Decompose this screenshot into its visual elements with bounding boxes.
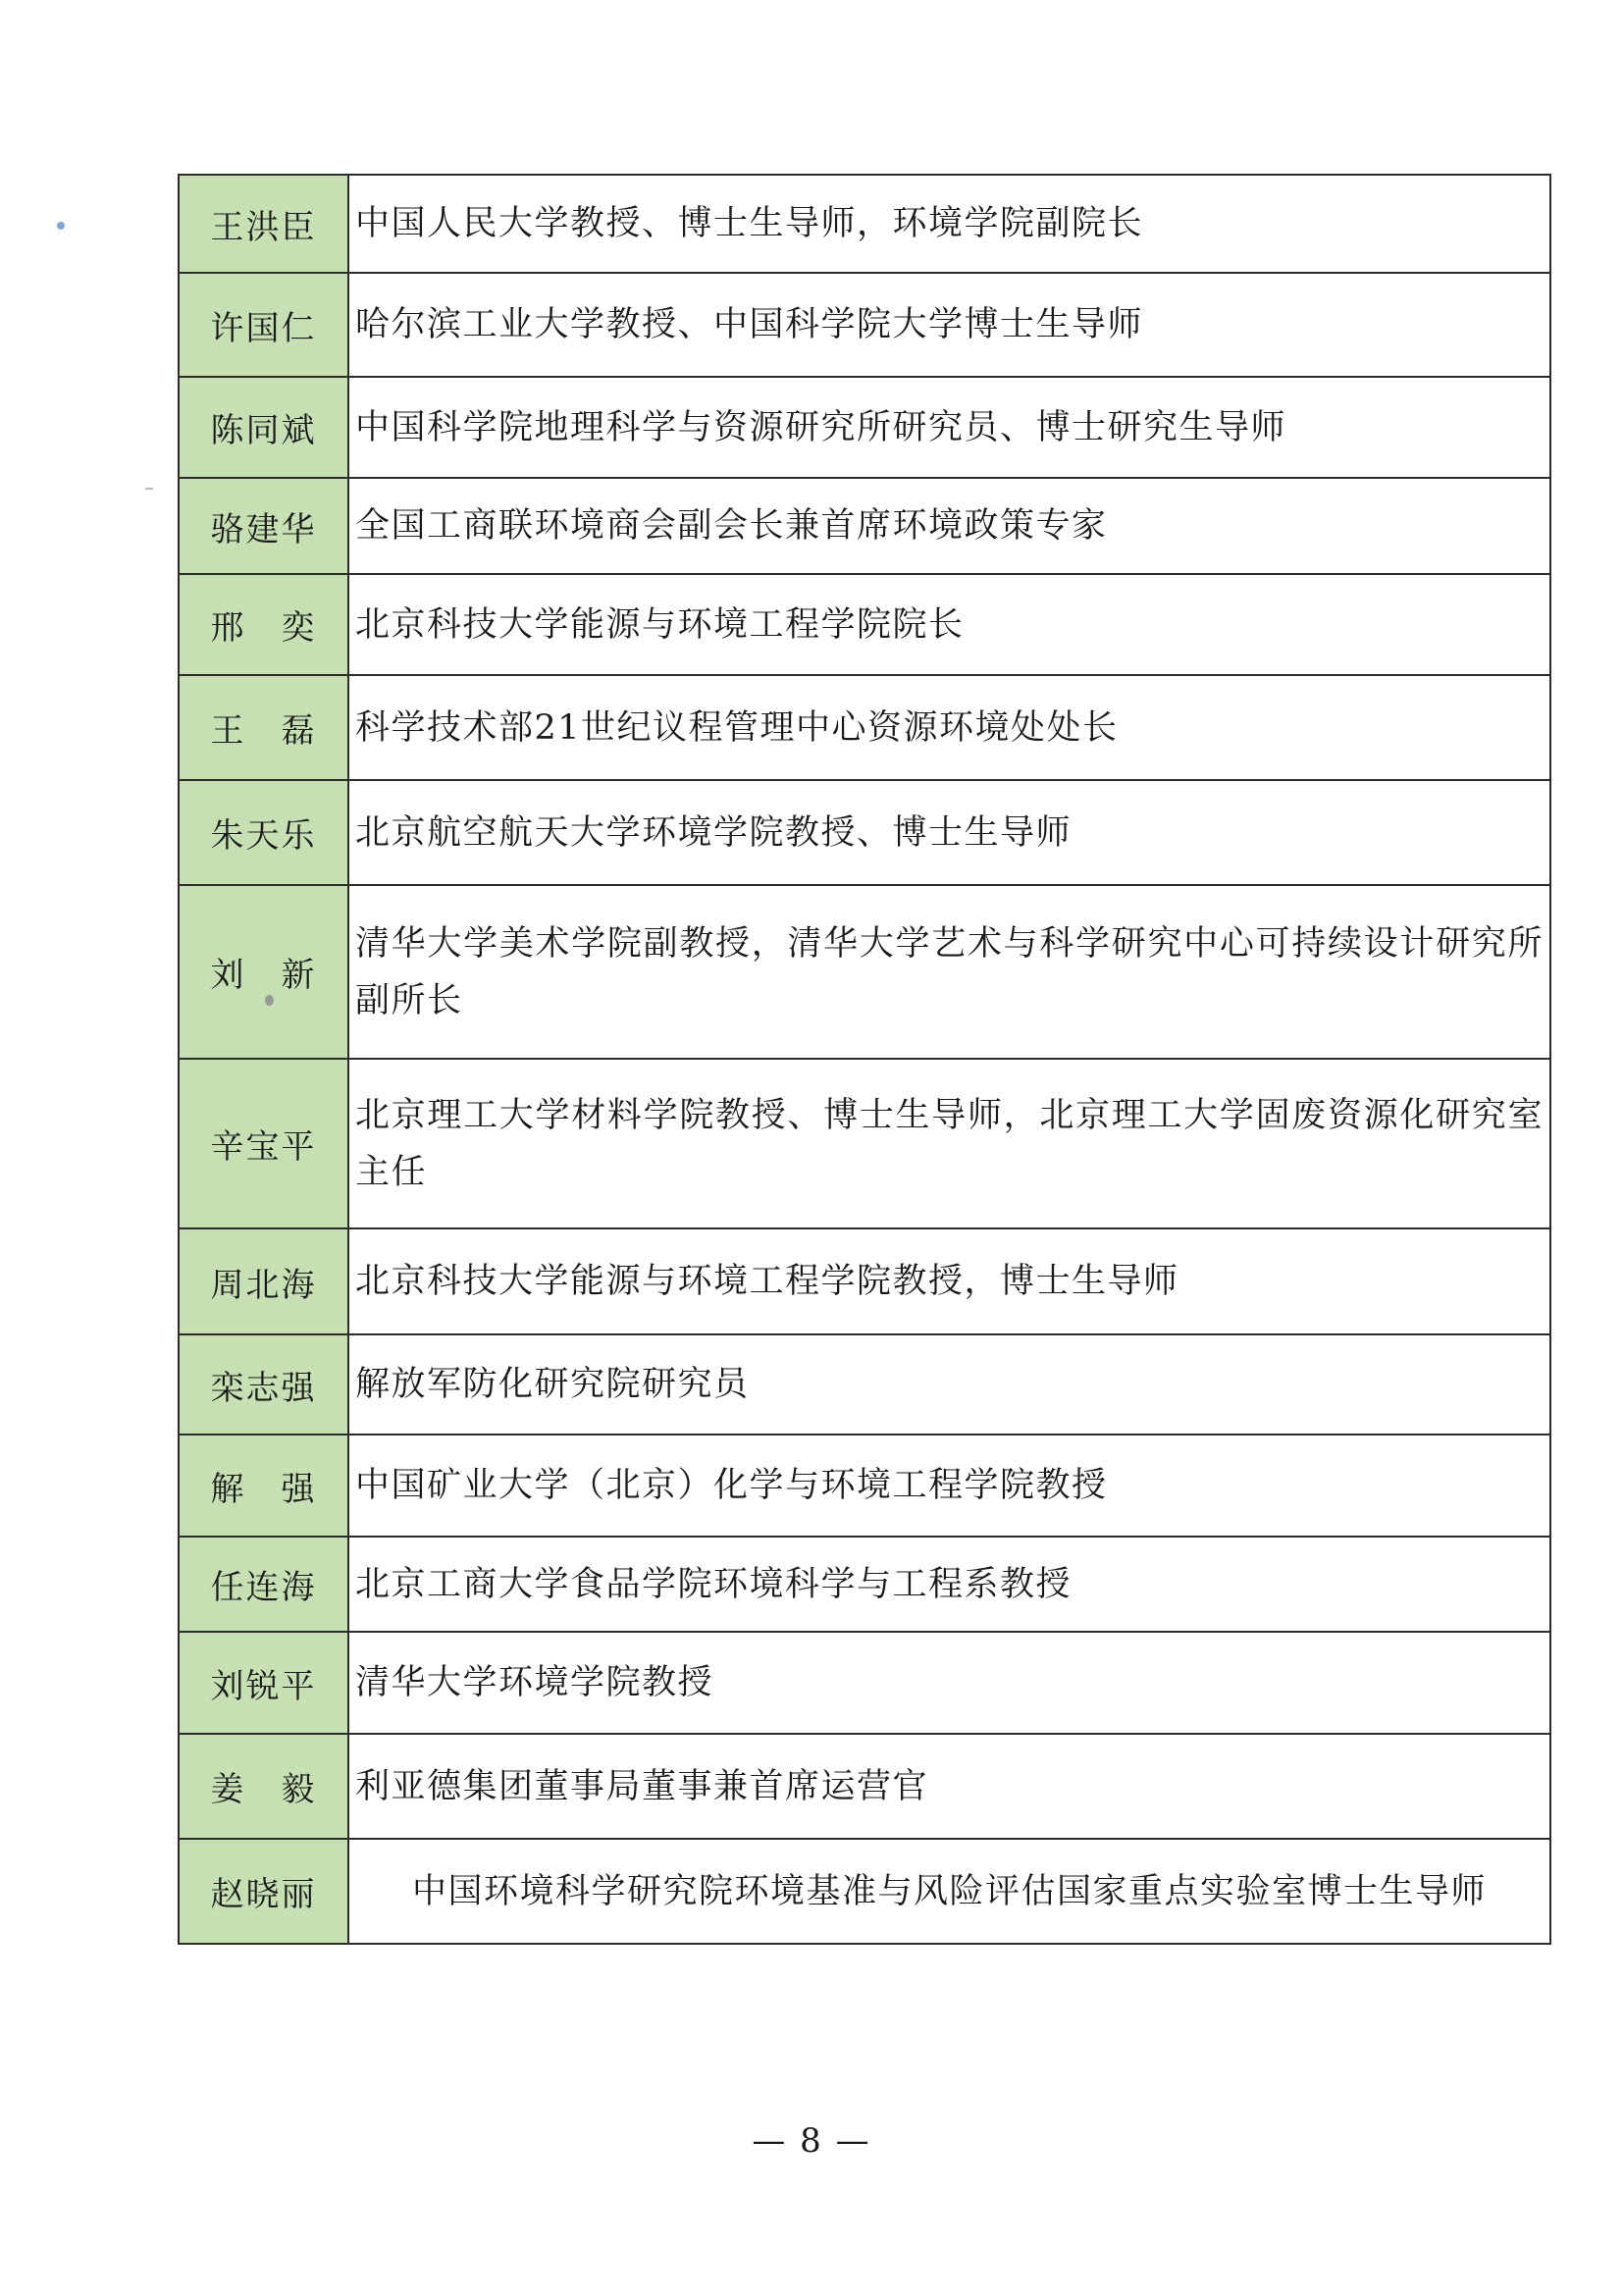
table-row — [179, 780, 1550, 885]
table-row — [179, 1435, 1550, 1537]
member-description: 利亚德集团董事局董事兼首席运营官 — [348, 1734, 1550, 1839]
member-name: 骆建华 — [179, 478, 348, 574]
member-name: 王洪臣 — [179, 175, 348, 273]
member-name: 姜 毅 — [179, 1734, 348, 1839]
member-name: 辛宝平 — [179, 1059, 348, 1228]
member-name: 陈同斌 — [179, 377, 348, 478]
table-row — [179, 1537, 1550, 1632]
member-name: 刘 新 — [179, 885, 348, 1059]
table-row — [179, 478, 1550, 574]
table-row — [179, 1632, 1550, 1734]
member-description: 北京科技大学能源与环境工程学院教授，博士生导师 — [348, 1228, 1550, 1334]
table-row — [179, 574, 1550, 675]
table-row — [179, 273, 1550, 377]
table-row — [179, 377, 1550, 478]
member-name: 许国仁 — [179, 273, 348, 377]
table-row — [179, 1334, 1550, 1435]
member-description: 北京航空航天大学环境学院教授、博士生导师 — [348, 780, 1550, 885]
member-name: 刘锐平 — [179, 1632, 348, 1734]
scan-speck — [145, 488, 153, 490]
member-description: 北京工商大学食品学院环境科学与工程系教授 — [348, 1537, 1550, 1632]
member-description: 哈尔滨工业大学教授、中国科学院大学博士生导师 — [348, 273, 1550, 377]
member-description: 北京科技大学能源与环境工程学院院长 — [348, 574, 1550, 675]
member-name: 栾志强 — [179, 1334, 348, 1435]
member-description: 全国工商联环境商会副会长兼首席环境政策专家 — [348, 478, 1550, 574]
member-description: 清华大学环境学院教授 — [348, 1632, 1550, 1734]
member-description: 中国环境科学研究院环境基准与风险评估国家重点实验室博士生导师 — [348, 1839, 1550, 1944]
scan-speck — [57, 222, 65, 230]
table-row — [179, 175, 1550, 273]
table-row — [179, 675, 1550, 780]
member-description: 中国科学院地理科学与资源研究所研究员、博士研究生导师 — [348, 377, 1550, 478]
member-name: 周北海 — [179, 1228, 348, 1334]
table-row — [179, 1059, 1550, 1228]
table-row — [179, 885, 1550, 1059]
member-description: 解放军防化研究院研究员 — [348, 1334, 1550, 1435]
table-row — [179, 1228, 1550, 1334]
member-description: 中国矿业大学（北京）化学与环境工程学院教授 — [348, 1435, 1550, 1537]
member-description: 清华大学美术学院副教授，清华大学艺术与科学研究中心可持续设计研究所副所长 — [348, 885, 1550, 1059]
table-row — [179, 1734, 1550, 1839]
table-row — [179, 1839, 1550, 1944]
member-description: 中国人民大学教授、博士生导师，环境学院副院长 — [348, 175, 1550, 273]
member-description: 北京理工大学材料学院教授、博士生导师，北京理工大学固废资源化研究室主任 — [348, 1059, 1550, 1228]
member-description: 科学技术部21世纪议程管理中心资源环境处处长 — [348, 675, 1550, 780]
member-name: 邢 奕 — [179, 574, 348, 675]
member-name: 王 磊 — [179, 675, 348, 780]
scan-speck — [265, 995, 274, 1006]
expert-roster-table — [178, 174, 1551, 1945]
member-name: 任连海 — [179, 1537, 348, 1632]
member-name: 赵晓丽 — [179, 1839, 348, 1944]
page-number: — 8 — — [752, 2121, 871, 2161]
member-name: 解 强 — [179, 1435, 348, 1537]
member-name: 朱天乐 — [179, 780, 348, 885]
